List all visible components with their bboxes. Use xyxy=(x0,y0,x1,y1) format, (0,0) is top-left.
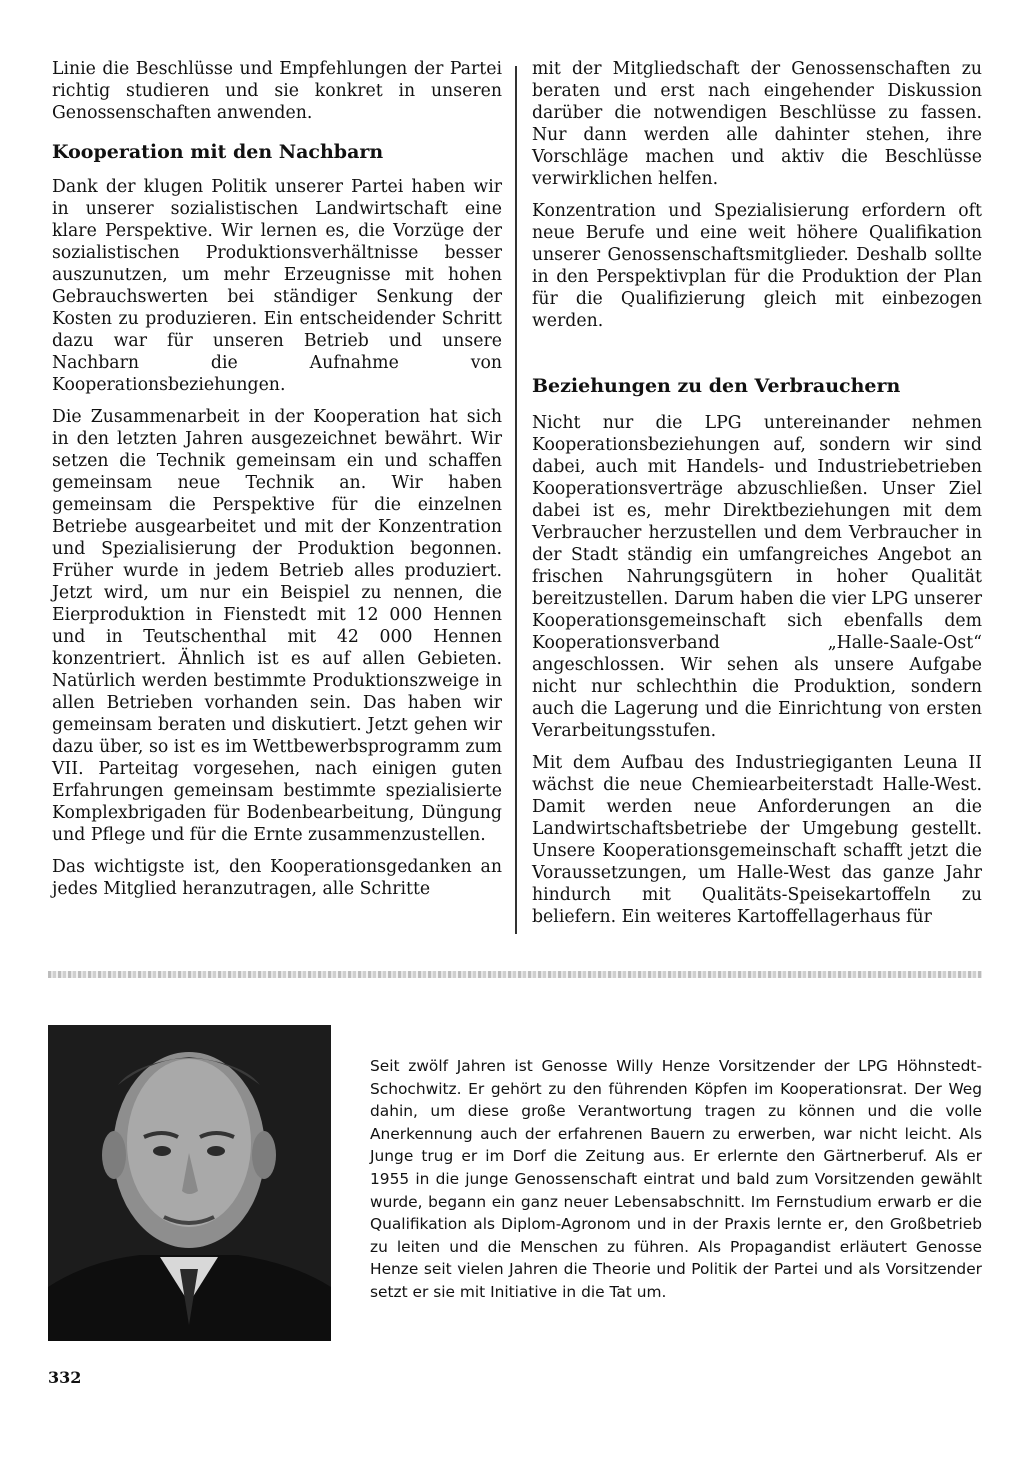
left-paragraph-1: Dank der klugen Politik unserer Partei haben wir in unserer sozialistischen Landwirtschaft eine klare Perspektive. Wir lernen es, die Vorzüge der sozialistischen Produktionsverhältnisse besser auszunutzen, um mehr Erzeugnisse mit hohen Gebrauchswerten bei ständiger Senkung der Kosten zu produzieren. Ein entscheidender Schritt dazu war für unseren Betrieb und unsere Nachbarn die Aufnahme von Kooperationsbeziehungen. xyxy=(52,177,502,395)
right-paragraph-3: Nicht nur die LPG untereinander nehmen Kooperationsbeziehungen auf, sondern wir sind dabei, auch mit Handels- und Industriebetrieben Kooperationsverträge abzuschließen. Unser Ziel dabei ist es, mehr Direktbeziehungen mit dem Verbraucher herzustellen und dem Verbraucher in der Stadt ständig ein umfangreiches Angebot an frischen Nahrungsgütern in hoher Qualität bereitzustellen. Darum haben die vier LPG unserer Kooperationsgemeinschaft sich ebenfalls dem Kooperationsverband „Halle-Saale-Ost“ angeschlossen. Wir sehen als unsere Aufgabe nicht nur schlechthin die Produktion, sondern auch die Lagerung und die Einrichtung von ersten Verarbeitungsstufen. xyxy=(532,413,982,741)
right-column xyxy=(532,58,982,928)
right-paragraph-4: Mit dem Aufbau des Industriegiganten Leuna II wächst die neue Chemiearbeiterstadt Halle-West. Damit werden neue Anforderungen an die Landwirtschaftsbetriebe der Umgebung gestellt. Unsere Kooperationsgemeinschaft schafft jetzt die Voraussetzungen, um Halle-West das ganze Jahr hindurch mit Qualitäts-Speisekartoffeln zu beliefern. Ein weiteres Kartoffellagerhaus für xyxy=(532,753,982,927)
left-intro-paragraph: Linie die Beschlüsse und Empfehlungen der Partei richtig studieren und sie konkret in unseren Genossenschaften anwenden. xyxy=(52,59,502,123)
photo-caption: Seit zwölf Jahren ist Genosse Willy Henze Vorsitzender der LPG Höhnstedt-Schochwitz. Er gehört zu den führenden Köpfen im Kooperationsrat. Der Weg dahin, um diese große Verantwortung tragen zu können und die volle Anerkennung auch der erfahrenen Bauern zu erwerben, war nicht leicht. Als Junge trug er im Dorf die Zeitung aus. Er erlernte den Gärtnerberuf. Als er 1955 in die junge Genossenschaft eintrat und bald zum Vorsitzenden gewählt wurde, begann ein ganz neuer Lebensabschnitt. Im Fernstudium erwarb er die Qualifikation als Diplom-Agronom und in der Praxis lernte er, den Großbetrieb zu leiten und die Menschen zu führen. Als Propagandist erläutert Genosse Henze seit vielen Jahren die Theorie und Politik der Partei und als Vorsitzender setzt er sie mit Initiative in die Tat um. xyxy=(370,1057,982,1301)
left-paragraph-2: Die Zusammenarbeit in der Kooperation hat sich in den letzten Jahren ausgezeichnet bewährt. Wir setzen die Technik gemeinsam ein und schaffen gemeinsam neue Technik an. Wir haben gemeinsam die Perspektive für die einzelnen Betriebe ausgearbeitet und mit der Konzentration und Spezialisierung der Produktion begonnen. Früher wurde in jedem Betrieb alles produziert. Jetzt wird, um nur ein Beispiel zu nennen, die Eierproduktion in Fienstedt mit 12 000 Hennen und in Teutschenthal mit 42 000 Hennen konzentriert. Ähnlich ist es auf allen Gebieten. Natürlich werden bestimmte Produktionszweige in allen Betrieben vorhanden sein. Das haben wir gemeinsam beraten und diskutiert. Jetzt gehen wir dazu über, so ist es im Wettbewerbsprogramm zum VII. Parteitag vorgesehen, nach einigen guten Erfahrungen gemeinsam bestimmte spezialisierte Komplexbrigaden für Bodenbearbeitung, Düngung und Pflege und für die Ernte zusammenzustellen. xyxy=(52,407,502,845)
page-number: 332 xyxy=(48,1368,82,1387)
right-paragraph-1: mit der Mitgliedschaft der Genossenschaften zu beraten und erst nach eingehender Diskussion darüber die notwendigen Beschlüsse zu fassen. Nur dann werden alle dahinter stehen, ihre Vorschläge machen und aktiv die Beschlüsse verwirklichen helfen. xyxy=(532,59,982,189)
left-column xyxy=(52,58,502,900)
left-paragraph-3: Das wichtigste ist, den Kooperationsgedanken an jedes Mitglied heranzutragen, alle Schritte xyxy=(52,857,502,899)
section-heading-beziehungen: Beziehungen zu den Verbrauchern xyxy=(532,375,901,397)
halftone-separator xyxy=(48,971,982,978)
column-divider xyxy=(515,66,517,934)
section-heading-kooperation: Kooperation mit den Nachbarn xyxy=(52,141,384,163)
portrait-illustration xyxy=(48,1025,331,1341)
portrait-photo xyxy=(48,1025,331,1341)
right-paragraph-2: Konzentration und Spezialisierung erfordern oft neue Berufe und eine weit höhere Qualifikation unserer Genossenschaftsmitglieder. Deshalb sollte in den Perspektivplan für die Produktion der Plan für die Qualifizierung gleich mit einbezogen werden. xyxy=(532,201,982,331)
